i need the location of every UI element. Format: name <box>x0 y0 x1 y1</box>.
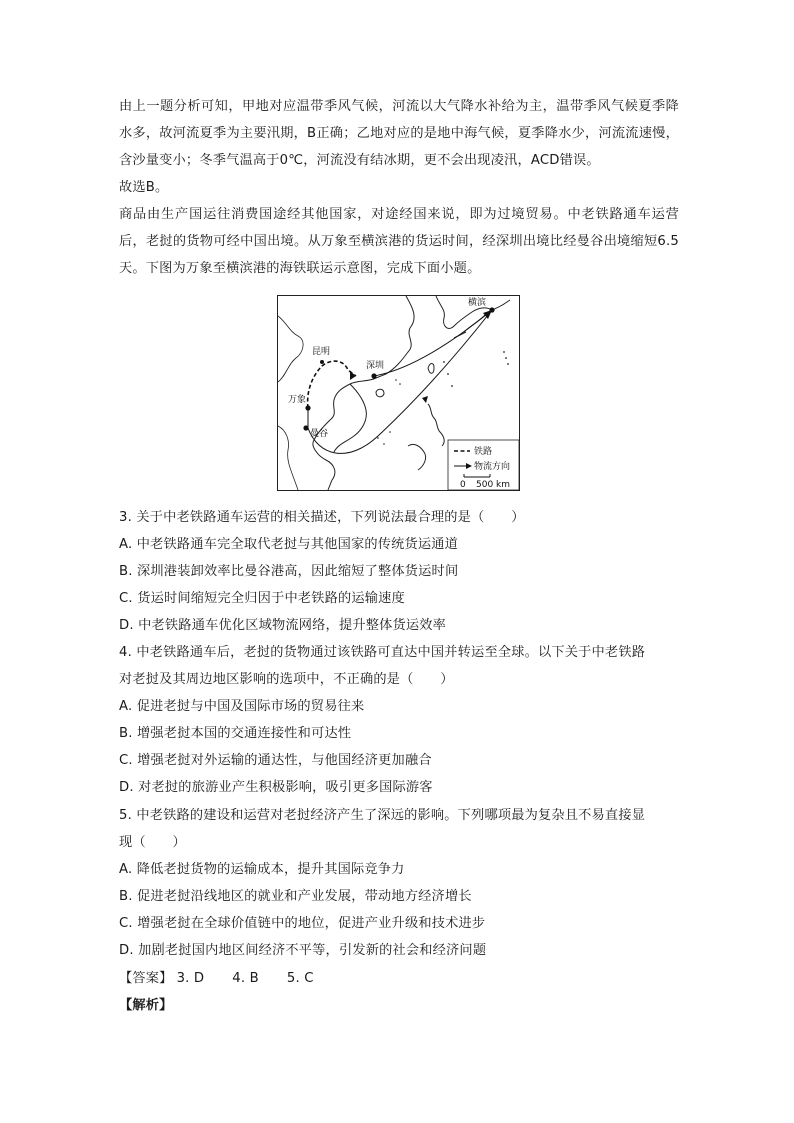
question-5-option-d: D. 加剧老挝国内地区间经济不平等，引发新的社会和经济问题 <box>119 943 487 958</box>
question-3-option-b: B. 深圳港装卸效率比曼谷港高，因此缩短了整体货运时间 <box>119 564 459 579</box>
city-dot-yokohama <box>489 307 494 312</box>
legend-flow-label: 物流方向 <box>474 462 511 472</box>
question-4-option-a: A. 促进老挝与中国及国际市场的贸易往来 <box>119 699 365 714</box>
island-philippines <box>428 404 444 446</box>
answer-label: 【答案】 <box>119 971 173 986</box>
label-yokohama: 横滨 <box>468 298 487 308</box>
question-3-option-d: D. 中老铁路通车优化区域物流网络，提升整体货运效率 <box>119 618 447 633</box>
legend-railway-label: 铁路 <box>474 447 493 457</box>
boundary-left-lower <box>278 426 298 490</box>
city-dot-vientiane <box>305 405 310 410</box>
city-dot-kunming <box>320 360 324 364</box>
question-4-option-b: B. 增强老挝本国的交通连接性和可达性 <box>119 726 352 741</box>
answer-item-5: 5. C <box>286 971 314 986</box>
arrowhead-sea <box>422 396 428 403</box>
label-kunming: 昆明 <box>312 347 331 357</box>
city-dot-shenzhen <box>371 373 376 378</box>
question-3-option-a: A. 中老铁路通车完全取代老挝与其他国家的传统货运通道 <box>119 537 459 552</box>
analysis-label: 【解析】 <box>119 998 173 1013</box>
question-4-stem-line1: 4. 中老铁路通车后，老挝的货物通过该铁路可直达中国并转运至全球。以下关于中老铁路 <box>119 645 646 660</box>
coastline-mainland <box>313 296 414 490</box>
island-borneo <box>408 444 426 470</box>
city-dot-bangkok <box>303 425 308 430</box>
island-hainan <box>376 389 384 397</box>
question-3-stem: 3. 关于中老铁路通车运营的相关描述，下列说法最合理的是（ ） <box>119 510 525 525</box>
intro-text: 由上一题分析可知，甲地对应温带季风气候，河流以大气降水补给为主，温带季风气候夏季降水多，故河流夏季为主要汛期，B正确；乙地对应的是地中海气候，夏季降水少，河流流速慢，含沙量变小；冬季气温高于0℃，河流没有结冰期，更不会出现凌汛，ACD错误。 <box>119 99 679 168</box>
question-5-stem-line1: 5. 中老铁路的建设和运营对老挝经济产生了深远的影响。下列哪项最为复杂且不易直接显 <box>119 808 646 823</box>
route-shenzhen-yokohama <box>374 310 492 376</box>
island-taiwan <box>428 364 434 374</box>
question-4-option-d: D. 对老挝的旅游业产生积极影响，吸引更多国际游客 <box>119 780 433 795</box>
map-svg <box>278 296 519 490</box>
legend-scale-value: 500 km <box>476 480 511 490</box>
coastline-indochina <box>334 384 366 452</box>
label-bangkok: 曼谷 <box>310 429 329 439</box>
intro-paragraph <box>119 93 679 201</box>
context-paragraph: 商品由生产国运往消费国途经其他国家，对途经国来说，即为过境贸易。中老铁路通车运营后，老挝的货物可经中国出境。从万象至横滨港的货运时间，经深圳出境比经曼谷出境缩短6.5天。下图为万象至横滨港的海铁联运示意图，完成下面小题。 <box>119 207 679 276</box>
question-3-option-c: C. 货运时间缩短完全归因于中老铁路的运输速度 <box>119 591 405 606</box>
label-vientiane: 万象 <box>288 395 307 405</box>
label-shenzhen: 深圳 <box>366 361 385 371</box>
question-5-stem-line2: 现（ ） <box>119 835 186 850</box>
map-legend <box>448 440 519 490</box>
legend-scale-zero: 0 <box>460 480 466 490</box>
answer-item-4: 4. B <box>232 971 259 986</box>
arrowhead-railway <box>350 371 356 380</box>
intro-conclusion: 故选B。 <box>119 180 169 195</box>
question-5-option-b: B. 促进老挝沿线地区的就业和产业发展，带动地方经济增长 <box>119 889 472 904</box>
question-4-stem-line2: 对老挝及其周边地区影响的选项中，不正确的是（ ） <box>119 672 454 687</box>
question-5-option-a: A. 降低老挝货物的运输成本，提升其国际竞争力 <box>119 862 405 877</box>
answer-item-3: 3. D <box>176 971 205 986</box>
question-4-option-c: C. 增强老挝对外运输的通达性，与他国经济更加融合 <box>119 753 432 768</box>
map-figure <box>277 295 520 491</box>
question-5-option-c: C. 增强老挝在全球价值链中的地位，促进产业升级和技术进步 <box>119 916 486 931</box>
boundary-left <box>278 316 303 382</box>
answer-row <box>119 969 314 989</box>
